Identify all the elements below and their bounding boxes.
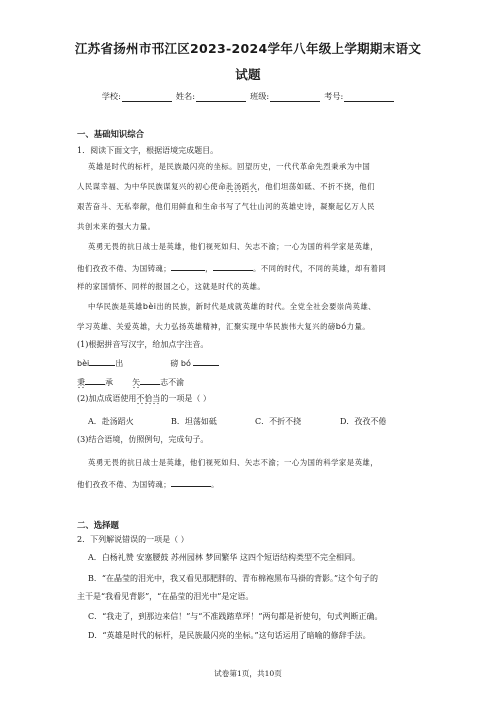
answer-blank[interactable] (171, 261, 205, 271)
question-2-option-b-continued: 主干是“我看见背影”，“在晶莹的泪光中”是定语。 (77, 592, 254, 601)
passage-line: 英雄是时代的标杆，是民族最闪亮的坐标。回望历史，一代代革命先烈秉承为中国 (88, 162, 371, 171)
passage-line: 中华民族是英雄bèi出的民族，新时代是成就英雄的时代。全党全社会要崇尚英雄、 (88, 302, 377, 311)
option-d[interactable]: D．孜孜不倦 (340, 417, 387, 426)
school-field[interactable]: 学校: (102, 90, 172, 102)
example-sentence-line: 英勇无畏的抗日战士是英雄，他们视死如归、矢志不渝；一心为国的科学家是英雄， (88, 458, 379, 467)
option-a[interactable]: A．赴汤蹈火 (88, 417, 134, 426)
answer-blank[interactable] (85, 375, 105, 385)
passage-line: 英勇无畏的抗日战士是英雄，他们视死如归、矢志不渝；一心为国的科学家是英雄， (88, 242, 379, 251)
passage-line: 人民谋幸福、为中华民族谋复兴的初心使命赴汤蹈火，他们坦荡如砥、不折不挠，他们 (77, 182, 375, 191)
answer-blank[interactable] (213, 261, 253, 271)
sub-question-3-prompt: (3)结合语境，仿照例句，完成句子。 (77, 435, 209, 444)
sub-question-1-prompt: (1)根据拼音写汉字，给加点字注音。 (77, 340, 209, 349)
example-sentence-line: 他们孜孜不倦、为国铸魂； 。 (77, 477, 427, 491)
exam-title-line1: 江苏省扬州市邗江区2023-2024学年八年级上学期期末语文 (74, 41, 422, 56)
dotted-idiom: 赴汤蹈火 (225, 182, 258, 191)
pinyin-hint: bó (335, 322, 347, 331)
question-2-stem: 2．下列解说错误的一项是（ ） (77, 535, 189, 544)
passage-line: 共创未来的强大力量。 (77, 222, 156, 231)
page-footer: 试卷第1页，共10页 (214, 669, 282, 678)
question-1-stem: 1．阅读下面文字，根据语境完成题目。 (77, 146, 219, 155)
section-1-heading: 一、基础知识综合 (77, 129, 144, 139)
option-b[interactable]: B．坦荡如砥 (171, 417, 217, 426)
answer-blank[interactable] (89, 356, 115, 366)
answer-blank[interactable] (193, 356, 219, 366)
question-2-option-a[interactable]: A．白杨礼赞 安塞腰鼓 苏州园林 梦回繁华 这四个短语结构类型不完全相同。 (88, 553, 360, 562)
question-2-option-b[interactable]: B．“在晶莹的泪光中，我又看见那肥胖的、青布棉袍黑布马褂的背影。”这个句子的 (88, 574, 379, 583)
answer-blank[interactable] (140, 375, 160, 385)
passage-line: 学习英雄、关爱英雄，大力弘扬英雄精神，汇聚实现中华民族伟大复兴的磅bó力量。 (77, 322, 371, 331)
pinyin-answer-row: bèi 出 磅 bó (77, 356, 427, 370)
question-2-option-c[interactable]: C．“我走了，到那边来信！”与“不准践踏草坪！”两句都是祈使句，句式判断正确。 (88, 612, 383, 621)
section-2-heading: 二、选择题 (77, 520, 119, 530)
pinyin-answer-row: 秉 承 矢 志不渝 (77, 375, 427, 389)
passage-line: 他们孜孜不倦、为国铸魂； ， 。不同的时代，不同的英雄，却有着同 (77, 261, 427, 275)
exam-number-field[interactable]: 考号: (324, 90, 394, 102)
exam-title-line2: 试题 (235, 67, 261, 82)
sub-question-2-prompt: (2)加点成语使用不恰当的一项是（ ） (77, 394, 211, 403)
name-field[interactable]: 姓名: (176, 90, 246, 102)
class-field[interactable]: 班级: (250, 90, 320, 102)
pinyin-hint: bèi (142, 302, 157, 311)
answer-blank[interactable] (171, 477, 211, 487)
passage-line: 艰苦奋斗、无私奉献，他们用鲜血和生命书写了气壮山河的英雄史诗，凝聚起亿万人民 (77, 202, 375, 211)
question-2-option-d[interactable]: D．“英雄是时代的标杆，是民族最闪亮的坐标。”这句话运用了暗喻的修辞手法。 (88, 631, 371, 640)
student-info-row (60, 90, 440, 102)
passage-line: 样的家国情怀、同样的报国之心，这就是时代的英雄。 (77, 282, 266, 291)
option-c[interactable]: C．不折不挠 (255, 417, 302, 426)
